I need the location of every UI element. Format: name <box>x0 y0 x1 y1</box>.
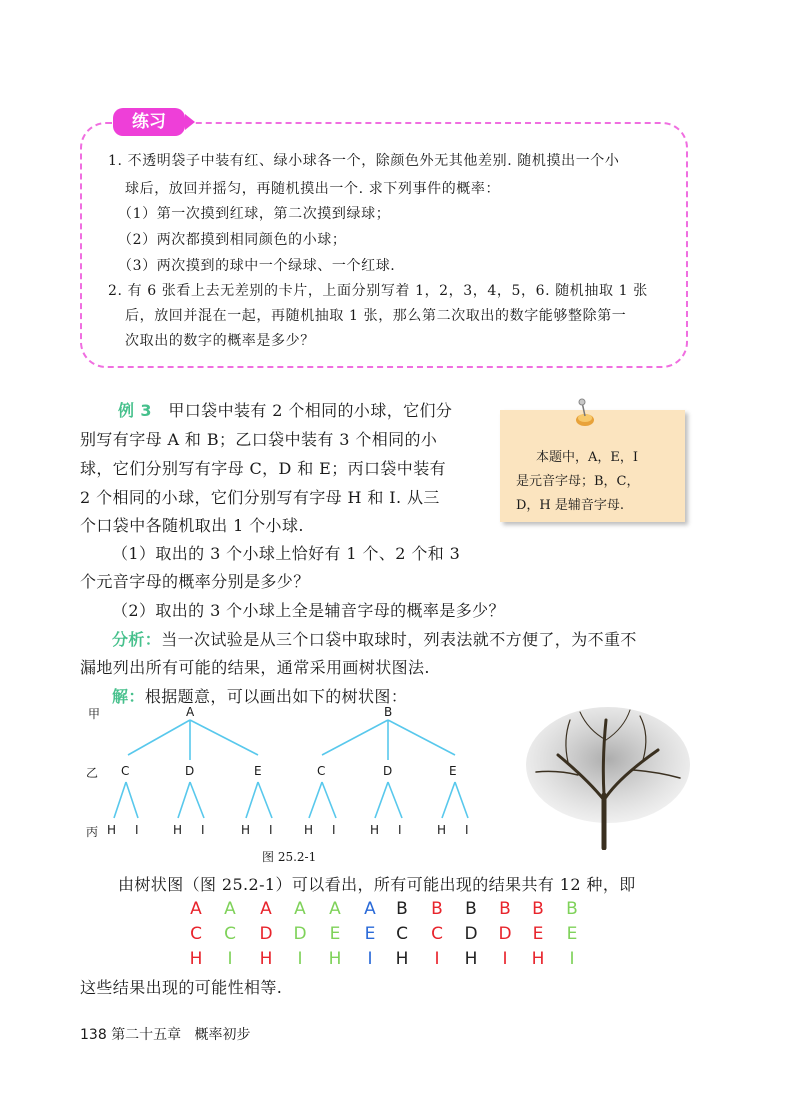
tree-leaf: I <box>398 823 402 837</box>
example-line: 个口袋中各随机取出 1 个小球. <box>80 516 304 535</box>
tree-leaf: I <box>135 823 139 837</box>
solution-text: 根据题意，可以画出如下的树状图： <box>144 687 408 706</box>
outcome-letter: H <box>189 949 203 969</box>
tree-leaf: H <box>107 823 117 837</box>
practice-line: 球后，放回并摇匀，再随机摸出一个. 求下列事件的概率： <box>125 181 501 197</box>
outcome-letter: B <box>396 899 408 919</box>
outcome-letter: H <box>328 949 342 969</box>
chapter-label: 第二十五章 <box>111 1027 182 1043</box>
tree-leaf: H <box>173 823 183 837</box>
tree-edge <box>375 782 388 818</box>
outcome-letter: C <box>431 924 443 944</box>
outcome-letter: C <box>224 924 236 944</box>
tree-edge <box>309 782 322 818</box>
practice-line: 1. 不透明袋子中装有红、绿小球各一个，除颜色外无其他差别. 随机摸出一个小 <box>108 153 620 169</box>
practice-line: 2. 有 6 张看上去无差别的卡片，上面分别写着 1，2，3，4，5，6. 随机抽取 1 张 <box>108 283 648 299</box>
practice-tab: 练习 <box>113 108 185 136</box>
outcome-letter: H <box>259 949 273 969</box>
outcome-letter: H <box>531 949 545 969</box>
tree-node: C <box>121 764 130 778</box>
tree-leaf: I <box>465 823 469 837</box>
outcome-letter: B <box>499 899 511 919</box>
row-label: 甲 <box>88 707 101 721</box>
practice-line: 次取出的数字的概率是多少？ <box>125 333 315 349</box>
outcome-letter: D <box>498 924 512 944</box>
tree-edge <box>322 782 336 818</box>
note-line: 本题中，A，E，I <box>536 450 639 465</box>
outcome-letter: B <box>566 899 578 919</box>
row-label: 丙 <box>86 825 99 839</box>
outcome-letter: E <box>364 924 376 944</box>
tree-edge <box>128 720 190 755</box>
tree-leaf: H <box>370 823 380 837</box>
tree-illustration <box>518 700 698 850</box>
outcome-letter: D <box>259 924 273 944</box>
tree-edge <box>114 782 126 818</box>
tree-node: A <box>186 705 195 719</box>
outcome-letter: H <box>395 949 409 969</box>
outcome-letter: I <box>569 949 575 969</box>
outcome-letter: I <box>434 949 440 969</box>
question-1: （1）取出的 3 个小球上恰好有 1 个、2 个和 3 <box>112 544 461 563</box>
tree-node: E <box>449 764 457 778</box>
outcome-letter: A <box>260 899 272 919</box>
result-text: 由树状图（图 25.2-1）可以看出，所有可能出现的结果共有 12 种，即 <box>118 875 636 894</box>
tree-leaf: H <box>304 823 314 837</box>
example-text: 甲口袋中装有 2 个相同的小球，它们分 <box>168 401 453 420</box>
outcome-letter: A <box>364 899 376 919</box>
tree-leaf: H <box>241 823 251 837</box>
outcome-letter: D <box>293 924 307 944</box>
tree-edge <box>388 782 402 818</box>
tree-node: C <box>317 764 326 778</box>
example-label: 例 3 <box>118 401 152 420</box>
outcome-letter: E <box>566 924 578 944</box>
example-line: 别写有字母 A 和 B；乙口袋中装有 3 个相同的小 <box>80 430 438 449</box>
outcome-letter: C <box>190 924 202 944</box>
tree-edge <box>388 720 455 755</box>
practice-line: 后，放回并混在一起，再随机抽取 1 张，那么第二次取出的数字能够整除第一 <box>125 308 627 324</box>
question-2: （2）取出的 3 个小球上全是辅音字母的概率是多少？ <box>112 601 505 620</box>
analysis-label: 分析： <box>112 630 162 649</box>
outcome-letter: B <box>465 899 477 919</box>
outcome-letter: H <box>464 949 478 969</box>
outcome-letter: E <box>329 924 341 944</box>
tree-edge <box>190 782 204 818</box>
tree-edge <box>258 782 272 818</box>
outcome-letter: C <box>396 924 408 944</box>
practice-line: （2）两次都摸到相同颜色的小球； <box>118 232 347 248</box>
equal-text: 这些结果出现的可能性相等. <box>80 978 283 997</box>
outcome-letter: A <box>224 899 236 919</box>
page-footer <box>80 1024 251 1044</box>
tree-leaf: H <box>437 823 447 837</box>
outcome-letter: B <box>431 899 443 919</box>
outcome-letter: E <box>532 924 544 944</box>
example-line: 球，它们分别写有字母 C，D 和 E；丙口袋中装有 <box>80 459 447 478</box>
example-line: 2 个相同的小球，它们分别写有字母 H 和 I. 从三 <box>80 488 440 507</box>
tree-leaf: I <box>269 823 273 837</box>
analysis-text: 当一次试验是从三个口袋中取球时，列表法就不方便了，为不重不 <box>161 630 637 649</box>
outcome-letter: A <box>190 899 202 919</box>
outcome-letter: A <box>294 899 306 919</box>
figure-caption: 图 25.2-1 <box>262 850 317 864</box>
page-number: 138 <box>80 1027 107 1043</box>
outcome-letter: I <box>297 949 303 969</box>
tree-node: D <box>185 764 195 778</box>
outcome-letter: I <box>502 949 508 969</box>
solution-label: 解： <box>112 687 145 706</box>
tree-leaf: I <box>332 823 336 837</box>
tree-edge <box>178 782 190 818</box>
note-line: 是元音字母；B，C， <box>516 474 640 489</box>
tree-edge <box>190 720 258 755</box>
tree-edge <box>455 782 468 818</box>
tree-diagram <box>80 700 510 870</box>
analysis-line-2: 漏地列出所有可能的结果，通常采用画树状图法. <box>80 658 430 677</box>
chapter-title: 概率初步 <box>194 1027 251 1043</box>
note-line: D，H 是辅音字母. <box>516 498 625 513</box>
practice-line: （1）第一次摸到红球，第二次摸到绿球； <box>118 206 391 222</box>
tree-node: E <box>254 764 262 778</box>
question-1-cont: 个元音字母的概率分别是多少？ <box>80 572 310 591</box>
analysis-line <box>112 627 637 650</box>
tree-edge <box>442 782 455 818</box>
tree-leaf: I <box>201 823 205 837</box>
outcome-letter: B <box>532 899 544 919</box>
tree-node: B <box>384 705 393 719</box>
outcome-letter: I <box>227 949 233 969</box>
outcome-letter: D <box>464 924 478 944</box>
tree-edge <box>246 782 258 818</box>
tree-edge <box>322 720 388 755</box>
tree-edge <box>126 782 138 818</box>
row-label: 乙 <box>86 766 99 780</box>
practice-line: （3）两次摸到的球中一个绿球、一个红球. <box>118 258 396 274</box>
tree-node: D <box>383 764 393 778</box>
example-first-line <box>118 398 452 421</box>
pushpin-icon <box>572 396 602 430</box>
outcome-letter: I <box>367 949 373 969</box>
outcome-letter: A <box>329 899 341 919</box>
